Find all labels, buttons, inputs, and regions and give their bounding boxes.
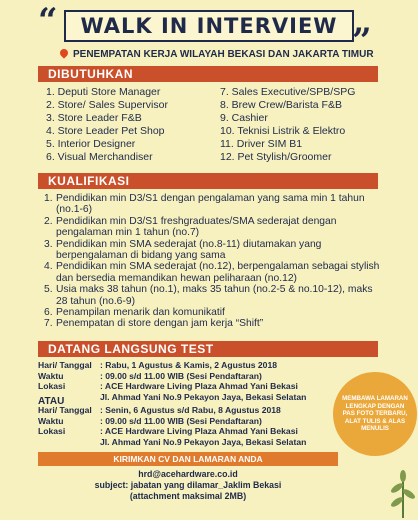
qualification-item: 7. Penempatan di store dengan jam kerja “Shift”: [44, 318, 264, 330]
position-item: 3. Store Leader F&B: [46, 112, 142, 124]
position-item: 7. Sales Executive/SPB/SPG: [220, 86, 356, 98]
position-item: 4. Store Leader Pet Shop: [46, 125, 165, 137]
bring-documents-badge: MEMBAWA LAMARAN LENGKAP DENGAN PAS FOTO TERBARU, ALAT TULIS & ALAS MENULIS: [333, 372, 417, 456]
close-quote: ”: [352, 21, 372, 61]
qualification-item: 6. Penampilan menarik dan komunikatif: [44, 307, 225, 319]
qualification-item: 1. Pendidikan min D3/S1 dengan pengalaman yang sama min 1 tahun (no.1-6): [44, 193, 365, 216]
qualification-item: 2. Pendidikan min D3/S1 freshgraduates/SMA sederajat dengan pengalaman min 1 tahun (no.7): [44, 215, 337, 239]
session-1: [38, 360, 306, 402]
position-item: 10. Teknisi Listrik & Elektro: [220, 125, 346, 137]
kirimkan-banner: KIRIMKAN CV DAN LAMARAN ANDA: [38, 452, 338, 466]
session-time: : 09.00 s/d 11.00 WIB (Sesi Pendaftaran): [100, 415, 262, 426]
position-item: 1. Deputi Store Manager: [46, 86, 161, 98]
email-subject: subject: jabatan yang dilamar_Jaklim Bekasi: [94, 480, 282, 490]
poster-title: WALK IN INTERVIEW: [64, 10, 354, 42]
session-time: : 09.00 s/d 11.00 WIB (Sesi Pendaftaran): [100, 370, 262, 381]
position-item: 11. Driver SIM B1: [220, 138, 303, 150]
position-item: 12. Pet Stylish/Groomer: [220, 151, 332, 163]
session-date: : Senin, 6 Agustus s/d Rabu, 8 Agustus 2018: [100, 405, 281, 415]
placement-subtitle: [60, 49, 374, 60]
position-item: 6. Visual Merchandiser: [46, 151, 153, 163]
plant-decoration-icon: [388, 460, 418, 518]
label: Lokasi: [38, 426, 66, 436]
kualifikasi-heading: KUALIFIKASI: [38, 173, 378, 189]
atau-label: ATAU: [38, 396, 65, 407]
position-item: 2. Store/ Sales Supervisor: [46, 99, 168, 111]
session-location: : ACE Hardware Living Plaza Ahmad Yani Bekasi: [100, 426, 298, 436]
session-address: Jl. Ahmad Yani No.9 Pekayon Jaya, Bekasi Selatan: [100, 391, 307, 402]
qualification-item: 5. Usia maks 38 tahun (no.1), maks 35 tahun (no.2-5 & no.10-12), maks 28 tahun (no.6-9): [44, 284, 373, 307]
label: Waktu: [38, 370, 64, 381]
location-pin-icon: [58, 47, 69, 58]
positions-column-2: [220, 86, 355, 164]
session-location: : ACE Hardware Living Plaza Ahmad Yani Bekasi: [100, 381, 298, 391]
placement-text: PENEMPATAN KERJA WILAYAH BEKASI DAN JAKARTA TIMUR: [73, 49, 374, 60]
open-quote: “: [38, 1, 58, 41]
position-item: 5. Interior Designer: [46, 138, 136, 150]
qualification-item: 3. Pendidikan min SMA sederajat (no.8-11) diutamakan yang berpengalaman di bidang yang sama: [44, 238, 322, 262]
session-2: [38, 405, 306, 447]
label: Lokasi: [38, 381, 66, 391]
attachment-note: (attachment maksimal 2MB): [129, 491, 247, 501]
email-address: hrd@acehardware.co.id: [138, 469, 238, 479]
email-info: [38, 469, 338, 502]
session-date: : Rabu, 1 Agustus & Kamis, 2 Agustus 2018: [100, 360, 278, 370]
label: Hari/ Tanggal: [38, 360, 92, 370]
position-item: 9. Cashier: [220, 112, 268, 124]
positions-column-1: [46, 86, 168, 164]
dibutuhkan-heading: DIBUTUHKAN: [38, 66, 378, 82]
qualification-item: 4. Pendidikan min SMA sederajat (no.12), berpengalaman sebagai stylish dan bersedia memandikan hewan peliharaan (no.12): [44, 261, 380, 284]
position-item: 8. Brew Crew/Barista F&B: [220, 99, 342, 111]
qualifications-list: [44, 193, 384, 330]
label: Waktu: [38, 415, 64, 426]
session-address: Jl. Ahmad Yani No.9 Pekayon Jaya, Bekasi Selatan: [100, 436, 307, 447]
label: Hari/ Tanggal: [38, 405, 92, 415]
datang-langsung-heading: DATANG LANGSUNG TEST: [38, 341, 378, 357]
